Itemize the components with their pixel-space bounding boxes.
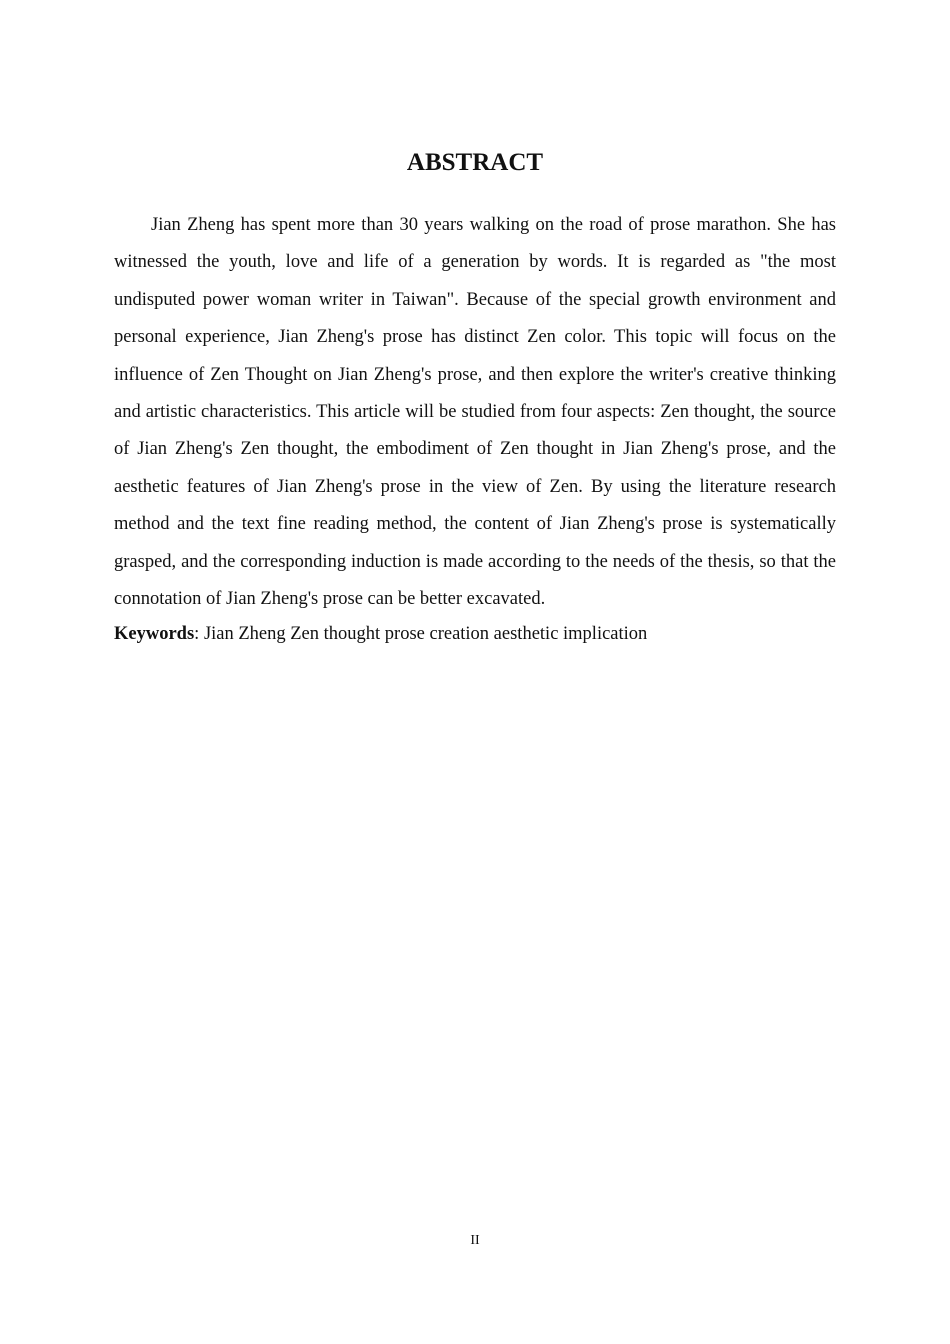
page-number: II bbox=[470, 1233, 480, 1248]
keywords-text: Jian Zheng Zen thought prose creation aesthetic implication bbox=[203, 624, 648, 644]
keywords-label: Keywords bbox=[114, 624, 195, 644]
abstract-body: Jian Zheng has spent more than 30 years walking on the road of prose marathon. She has witnessed the youth, love and life of a generation by words. It is regarded as "the most undisputed power woman writer in Taiwan". Because of the special growth environment and personal experience, Jian Zheng's prose has distinct Zen color. This topic will focus on the influence of Zen Thought on Jian Zheng's prose, and then explore the writer's creative thinking and artistic characteristics. This article will be studied from four aspects: Zen thought, the source of Jian Zheng's Zen thought, the embodiment of Zen thought in Jian Zheng's prose, and the aesthetic features of Jian Zheng's prose in the view of Zen. By using the literature research method and the text fine reading method, the content of Jian Zheng's prose is systematically grasped, and the corresponding induction is made according to the needs of the thesis, so that the connotation of Jian Zheng's prose can be better excavated. bbox=[114, 215, 836, 610]
keywords-separator: : bbox=[194, 624, 204, 644]
keywords-line bbox=[114, 620, 836, 648]
abstract-title: ABSTRACT bbox=[406, 149, 544, 176]
